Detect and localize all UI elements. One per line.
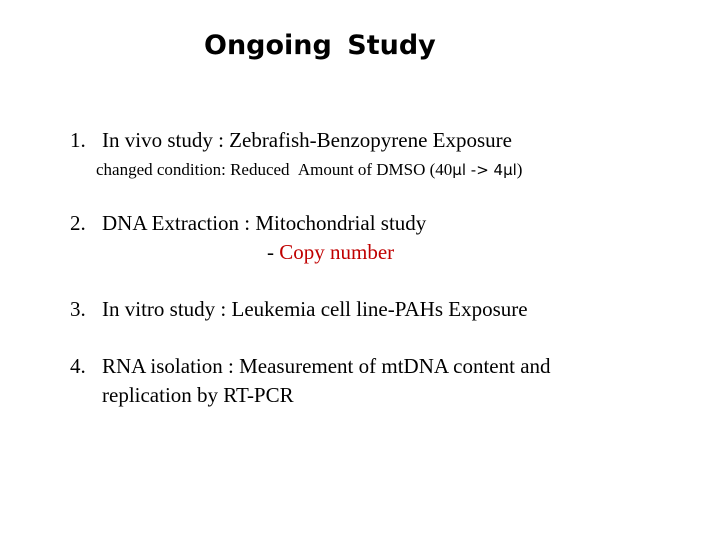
list-item-2-text: DNA Extraction : Mitochondrial study [102, 211, 427, 235]
slide-title: Ongoing Study [204, 30, 436, 61]
list-item-3-number: 3. [70, 297, 86, 321]
list-item-1-sub-middle: Amount of DMSO (40 [297, 160, 453, 179]
list-item-1-text: In vivo study : Zebrafish-Benzopyrene Exposure [102, 128, 512, 152]
copy-number-label: Copy number [279, 240, 395, 264]
list-item-4 [70, 354, 551, 379]
list-item-1 [70, 128, 512, 153]
list-item-2-subline [267, 240, 394, 265]
list-item-2-sub-dash: - [267, 240, 280, 264]
list-item-1-sub-unit: μl -> 4μl [452, 161, 517, 179]
list-item-1-sub-prefix: changed condition: Reduced [96, 160, 290, 179]
list-item-1-subline [96, 160, 522, 180]
list-item-1-number: 1. [70, 128, 86, 152]
list-item-3 [70, 297, 528, 322]
list-item-3-text: In vitro study : Leukemia cell line-PAHs Exposure [102, 297, 528, 321]
list-item-4-text: RNA isolation : Measurement of mtDNA content and [102, 354, 551, 378]
list-item-2 [70, 211, 426, 236]
list-item-1-sub-suffix: ) [516, 160, 523, 179]
list-item-2-number: 2. [70, 211, 86, 235]
list-item-4-continuation: replication by RT-PCR [102, 383, 294, 407]
list-item-4-number: 4. [70, 354, 86, 378]
